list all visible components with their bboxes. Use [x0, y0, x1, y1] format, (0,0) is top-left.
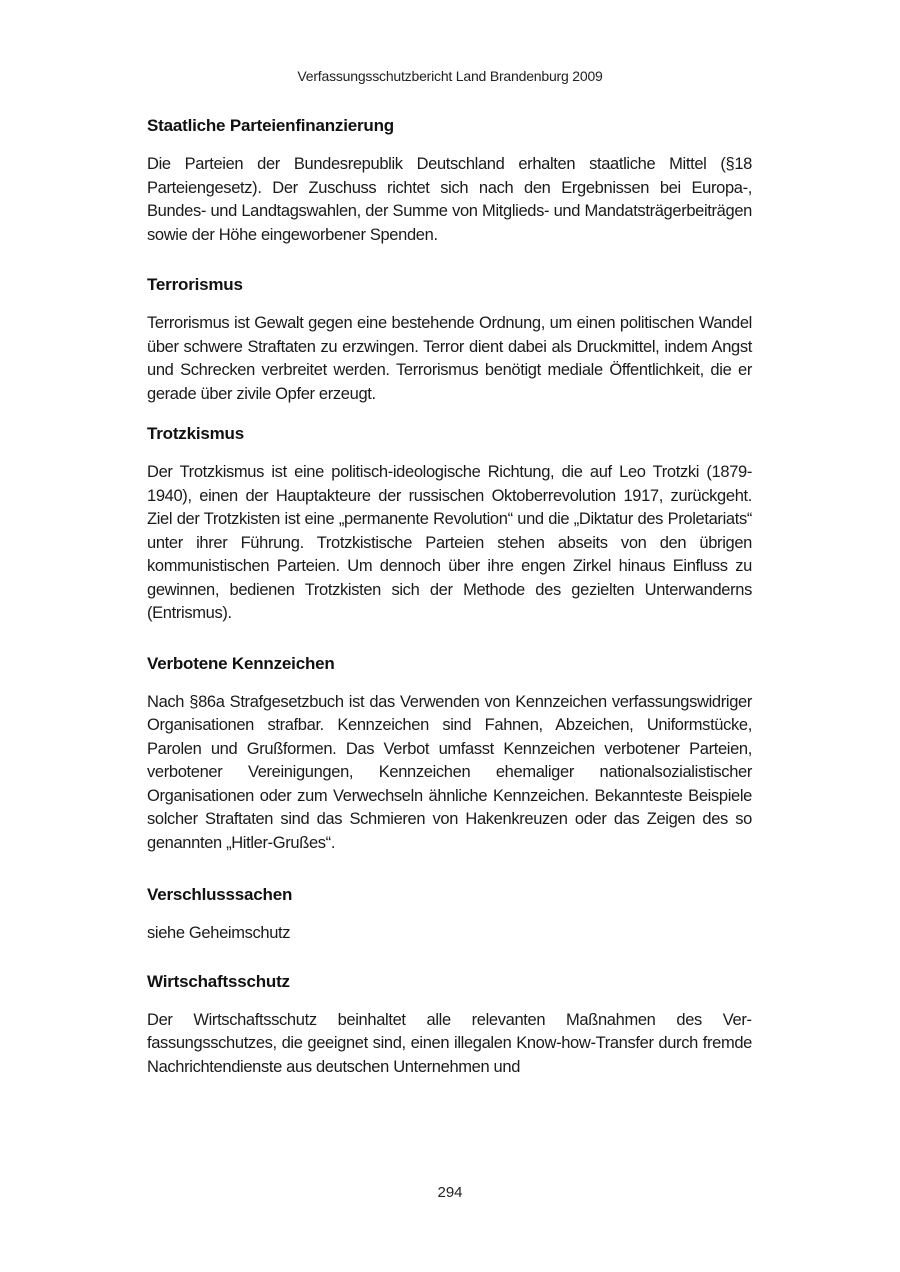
page-content: [147, 116, 752, 1079]
section-heading: Staatliche Parteienfinanzierung: [147, 116, 394, 135]
page-number: 294: [437, 1184, 463, 1201]
section-terrorismus: [147, 275, 752, 406]
section-heading: Verschlusssachen: [147, 885, 293, 904]
section-body: siehe Geheimschutz: [147, 924, 291, 942]
section-heading: Verbotene Kennzeichen: [147, 653, 335, 673]
section-body: Nach §86a Strafgesetzbuch ist das Verwenden von Kennzeichen verfassungswidriger Organisationen strafbar. Kennzeichen sind Fahnen, Abzeichen, Uniformstücke, Parolen und Grußformen. Das Verbot umfasst Kennzeichen verbotener Parteien, verbotener Vereinigungen, Kennzeichen ehemaliger nationalsozialistischer Organisationen oder zum Verwechseln ähnliche Kennzeichen. Bekannteste Beispiele solcher Straftaten sind das Schmieren von Hakenkreuzen oder das Zeigen des so genannten „Hitler-Grußes“.: [147, 692, 752, 852]
section-body: Die Parteien der Bundesrepublik Deutschland erhalten staatliche Mittel (§18 Parteiengesetz). Der Zuschuss richtet sich nach den Ergebnissen bei Europa-, Bundes- und Landtagswahlen, der Summe von Mitglieds- und Mandatsträgerbeiträgen sowie der Höhe eingeworbener Spenden.: [147, 155, 752, 244]
section-heading: Wirtschaftsschutz: [147, 971, 290, 991]
running-header: Verfassungsschutzbericht Land Brandenburg 2009: [297, 68, 603, 84]
section-staatliche-parteienfinanzierung: [147, 116, 752, 247]
section-body: Terrorismus ist Gewalt gegen eine bestehende Ordnung, um einen politischen Wandel über schwere Straftaten zu erzwingen. Terror dient dabei als Druckmittel, indem Angst und Schrecken verbreitet werden. Terrorismus benötigt mediale Öffentlichkeit, die er gerade über zivile Opfer erzeugt.: [147, 314, 752, 403]
section-wirtschaftsschutz: [147, 972, 752, 1080]
section-trotzkismus: [147, 424, 752, 626]
section-body: Der Trotzkismus ist eine politisch-ideologische Richtung, die auf Leo Trotzki (1879-1940), einen der Hauptakteure der russischen Oktoberrevolution 1917, zurückgeht. Ziel der Trotzkisten ist eine „permanente Revolution“ und die „Diktatur des Proletariats“ unter ihrer Führung. Trotzkistische Parteien stehen abseits von den übrigen kommunistischen Parteien. Um dennoch über ihre engen Zirkel hinaus Einfluss zu gewinnen, bedienen Trotzkisten sich der Methode des gezielten Unterwanderns (Entrismus).: [147, 463, 752, 622]
section-heading: Trotzkismus: [147, 424, 244, 443]
section-body: Der Wirtschaftsschutz beinhaltet alle relevanten Maßnahmen des Verfassungsschutzes, die geeignet sind, einen illegalen Know-how-Transfer durch fremde Nachrichtendienste aus deutschen Unternehmen und: [147, 1010, 752, 1076]
section-verschlusssachen: [147, 885, 752, 946]
section-heading: Terrorismus: [147, 275, 243, 294]
section-verbotene-kennzeichen: [147, 654, 752, 856]
